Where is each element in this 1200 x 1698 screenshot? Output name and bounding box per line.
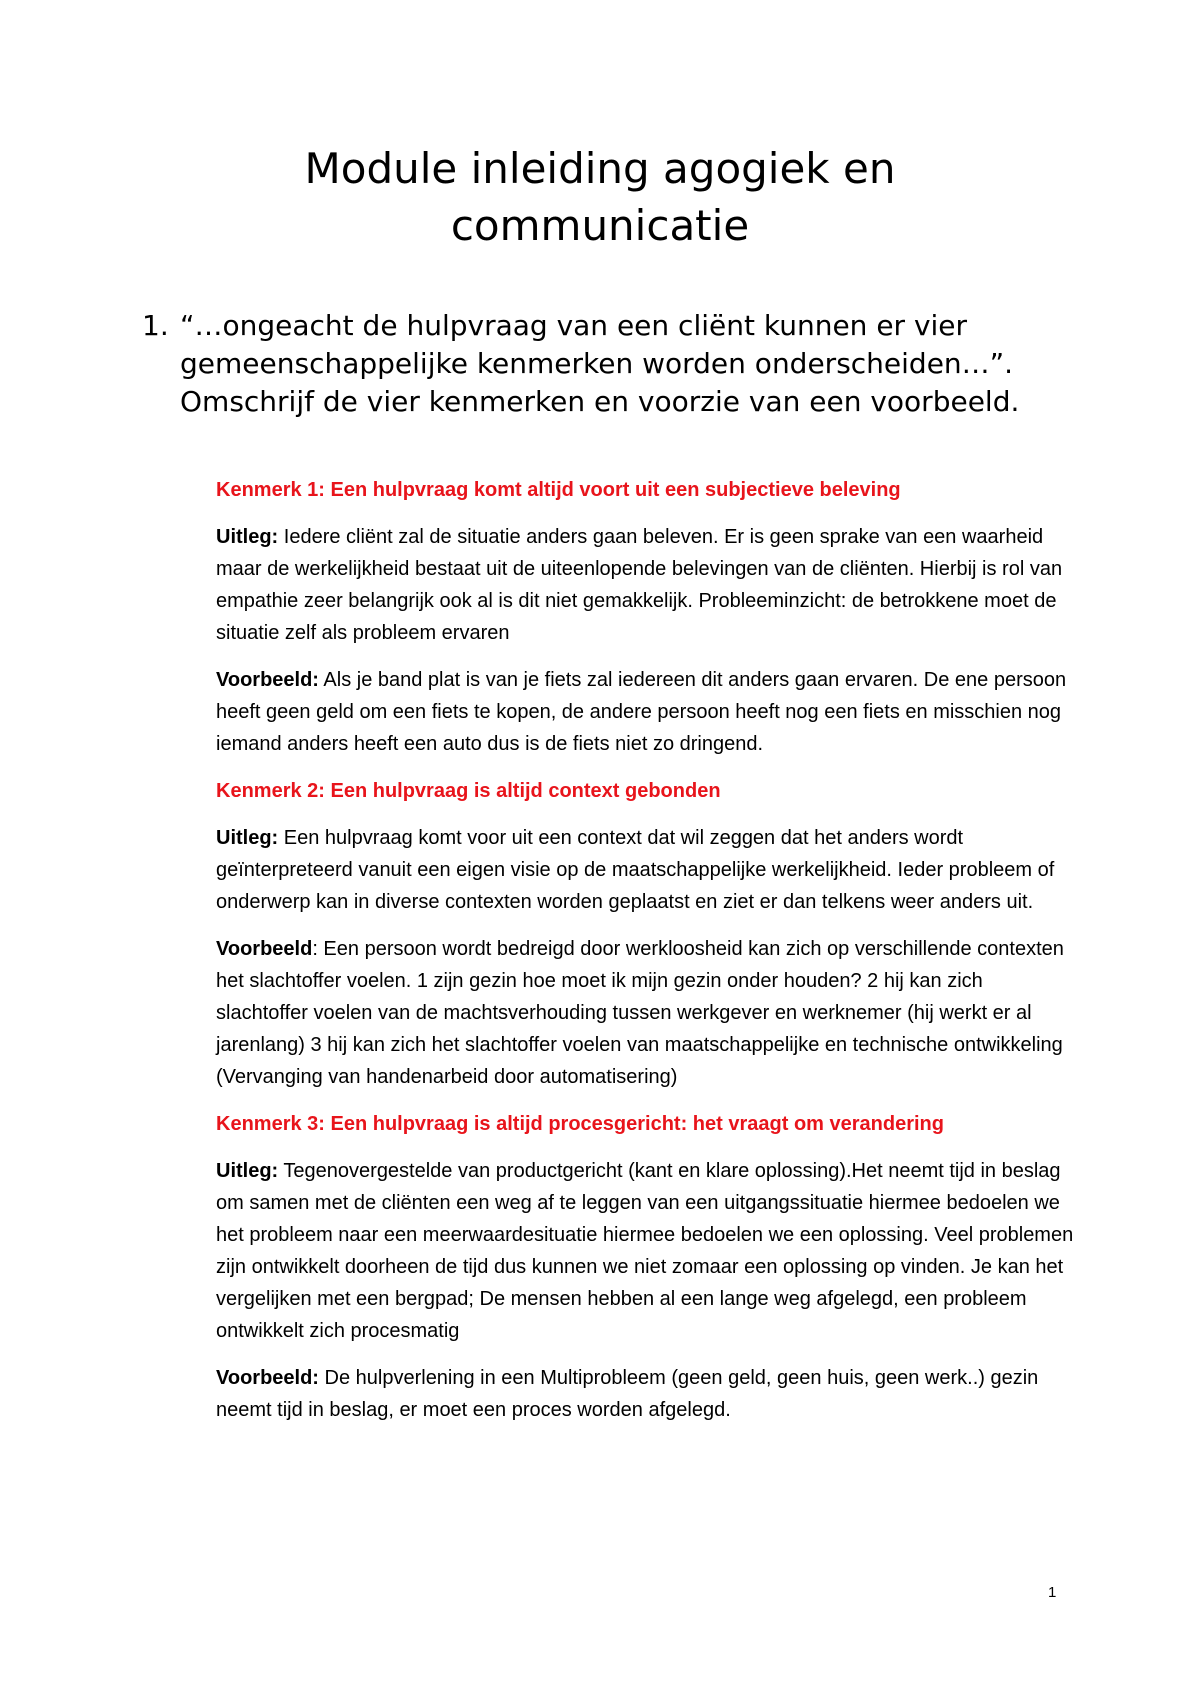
uitleg-text: Tegenovergestelde van productgericht (kant en klare oplossing).Het neemt tijd in beslag om samen met de cliënten een weg af te leggen van een uitgangssituatie hiermee bedoelen we het probleem naar een meerwaardesituatie hiermee bedoelen we een oplossing. Veel problemen zijn ontwikkelt doorheen de tijd dus kunnen we niet zomaar een oplossing op vinden. Je kan het vergelijken met een bergpad; De mensen hebben al een lange weg afgelegd, een probleem ontwikkelt zich procesmatig — [216, 1160, 1074, 1342]
kenmerk-1-uitleg — [216, 521, 1076, 649]
uitleg-text: Een hulpvraag komt voor uit een context dat wil zeggen dat het anders wordt geïnterpreteerd vanuit een eigen visie op de maatschappelijke werkelijkheid. Ieder probleem of onderwerp kan in diverse contexten worden geplaatst en ziet er dan telkens weer anders uit. — [216, 827, 1055, 913]
voorbeeld-label: Voorbeeld — [216, 938, 313, 960]
voorbeeld-label: Voorbeeld: — [216, 1367, 319, 1389]
uitleg-label: Uitleg: — [216, 827, 279, 849]
voorbeeld-text: Als je band plat is van je fiets zal iedereen dit anders gaan ervaren. De ene persoon heeft geen geld om een fiets te kopen, de andere persoon heeft nog een fiets en misschien nog iemand anders heeft een auto dus is de fiets niet zo dringend. — [216, 669, 1067, 755]
kenmerk-2-voorbeeld — [216, 933, 1076, 1093]
voorbeeld-text: De hulpverlening in een Multiprobleem (geen geld, geen huis, geen werk..) gezin neemt tijd in beslag, er moet een proces worden afgelegd. — [216, 1367, 1039, 1421]
title-line-1: Module inleiding agogiek en — [304, 144, 896, 193]
page-number: 1 — [1048, 1584, 1057, 1601]
voorbeeld-label: Voorbeeld: — [216, 669, 319, 691]
document-title — [0, 140, 1200, 254]
kenmerk-1-voorbeeld — [216, 664, 1076, 760]
question-1 — [142, 307, 1042, 421]
uitleg-label: Uitleg: — [216, 1160, 279, 1182]
voorbeeld-text: : Een persoon wordt bedreigd door werkloosheid kan zich op verschillende contexten het slachtoffer voelen. 1 zijn gezin hoe moet ik mijn gezin onder houden? 2 hij kan zich slachtoffer voelen van de machtsverhouding tussen werkgever en werknemer (hij werkt er al jarenlang) 3 hij kan zich het slachtoffer voelen van maatschappelijke en technische ontwikkeling (Vervanging van handenarbeid door automatisering) — [216, 938, 1064, 1088]
kenmerk-3-heading: Kenmerk 3: Een hulpvraag is altijd procesgericht: het vraagt om verandering — [216, 1113, 944, 1135]
answer-body — [216, 474, 1076, 1441]
title-line-2: communicatie — [450, 201, 750, 250]
kenmerk-1-heading: Kenmerk 1: Een hulpvraag komt altijd voort uit een subjectieve beleving — [216, 479, 901, 501]
uitleg-text: Iedere cliënt zal de situatie anders gaan beleven. Er is geen sprake van een waarheid maar de werkelijkheid bestaat uit de uiteenlopende belevingen van de cliënten. Hierbij is rol van empathie zeer belangrijk ook al is dit niet gemakkelijk. Probleeminzicht: de betrokkene moet de situatie zelf als probleem ervaren — [216, 526, 1063, 644]
kenmerk-3-uitleg — [216, 1155, 1076, 1347]
uitleg-label: Uitleg: — [216, 526, 279, 548]
question-text: “…ongeacht de hulpvraag van een cliënt kunnen er vier gemeenschappelijke kenmerken worden onderscheiden…”. Omschrijf de vier kenmerken en voorzie van een voorbeeld. — [180, 309, 1020, 418]
kenmerk-2-heading: Kenmerk 2: Een hulpvraag is altijd context gebonden — [216, 780, 721, 802]
question-number: 1. — [142, 309, 169, 342]
kenmerk-2-uitleg — [216, 822, 1076, 918]
kenmerk-3-voorbeeld — [216, 1362, 1076, 1426]
